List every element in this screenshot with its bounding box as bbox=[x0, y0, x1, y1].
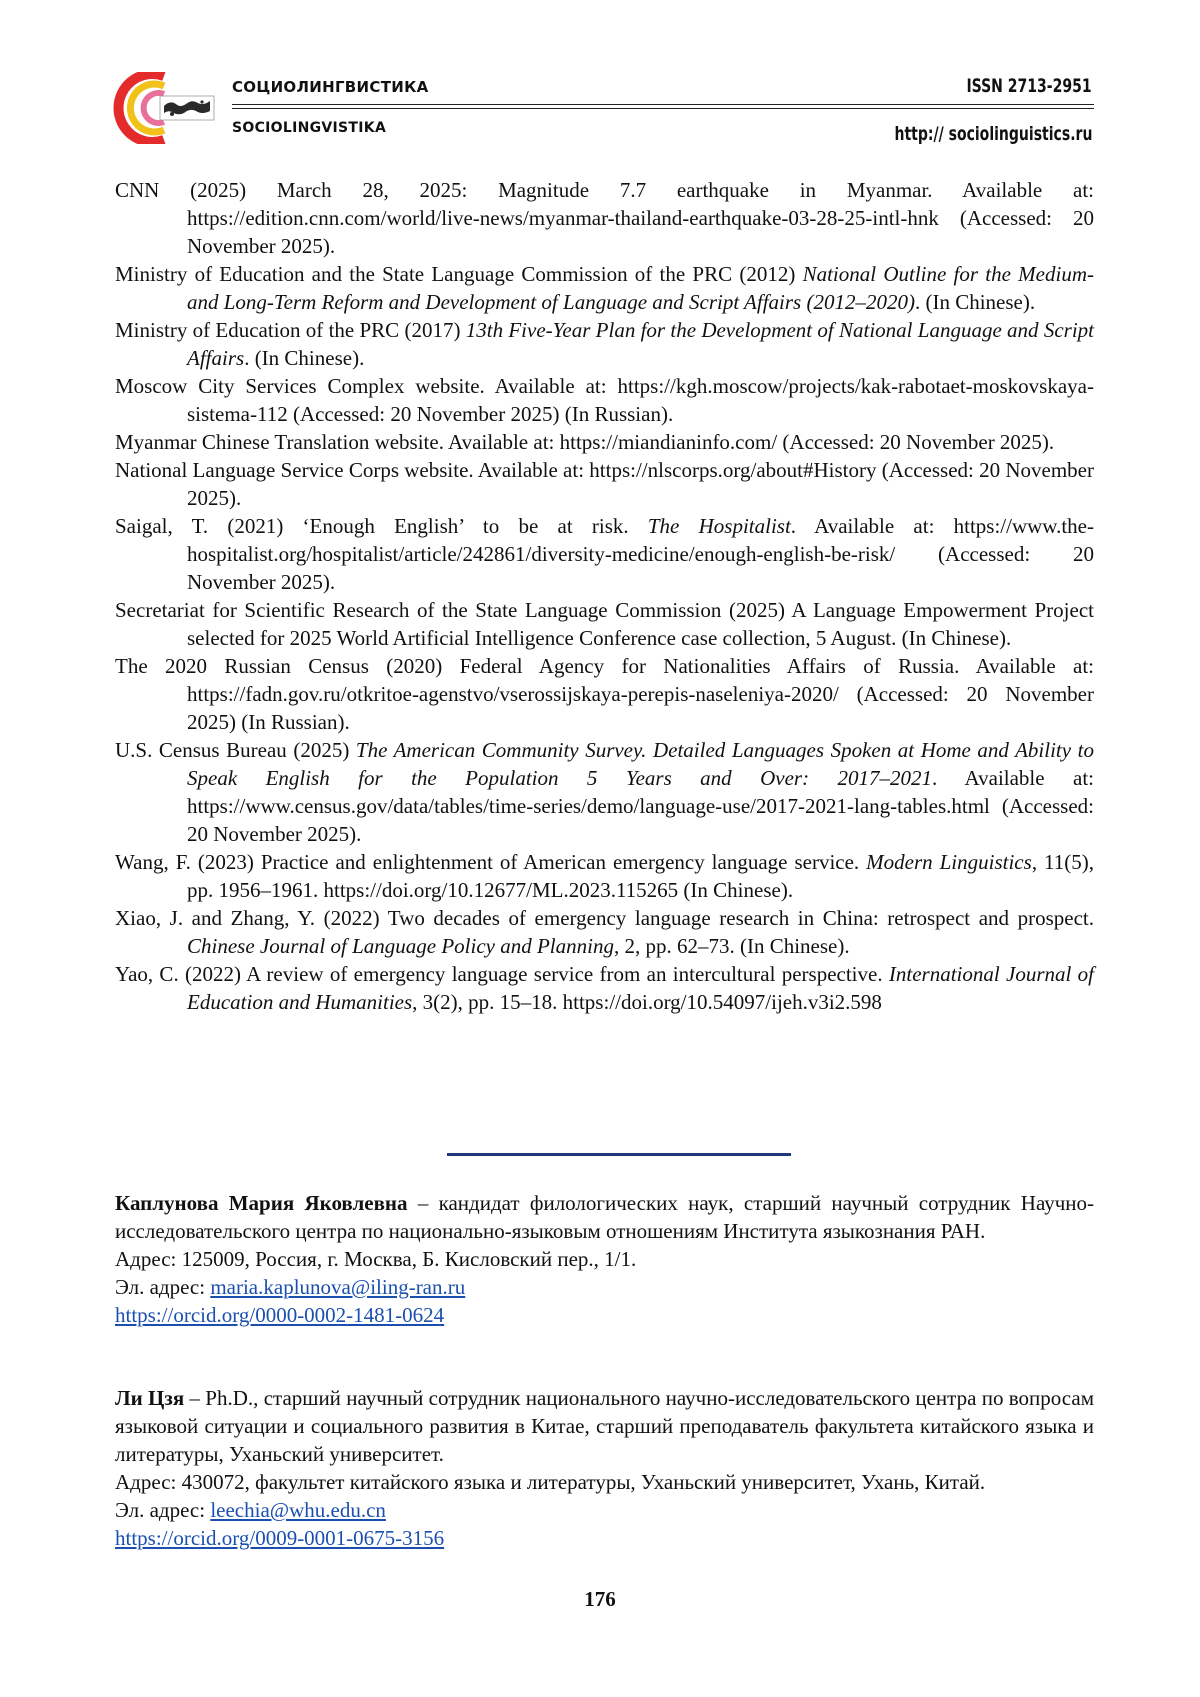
reference-item bbox=[115, 372, 1094, 428]
email-label: Эл. адрес: bbox=[115, 1498, 211, 1522]
reference-title: Chinese Journal of Language Policy and Planning bbox=[187, 934, 614, 958]
reference-title: The Hospitalist bbox=[647, 514, 791, 538]
reference-list bbox=[115, 176, 1094, 1016]
journal-site-link[interactable]: http:// sociolinguistics.ru bbox=[894, 123, 1092, 145]
reference-item bbox=[115, 960, 1094, 1016]
author-description: – кандидат филологических наук, старший научный сотрудник Научно-исследовательского центра по национально-языковым отношениям Института языкознания РАН. bbox=[115, 1191, 1094, 1243]
reference-title: International Journal of Education and Humanities bbox=[187, 962, 1094, 1014]
reference-item bbox=[115, 596, 1094, 652]
reference-text: . Available at: https://www.census.gov/data/tables/time-series/demo/language-use/2017-2021-lang-tables.html (Accessed: 20 November 2025). bbox=[187, 766, 1094, 846]
author-email-line bbox=[115, 1273, 1094, 1301]
reference-text: Secretariat for Scientific Research of the State Language Commission (2025) A Language Empowerment Project selected for 2025 World Artificial Intelligence Conference case collection, 5 August. (In Chinese). bbox=[115, 598, 1094, 650]
reference-text: The 2020 Russian Census (2020) Federal Agency for Nationalities Affairs of Russia. Available at: https://fadn.gov.ru/otkritoe-agenstvo/vserossijskaya-perepis-naseleniya-2020/ (Accessed: 20 November 2025) (In Russian). bbox=[115, 654, 1094, 734]
author-email-link[interactable]: leechia@whu.edu.cn bbox=[210, 1498, 386, 1522]
reference-item bbox=[115, 316, 1094, 372]
section-separator bbox=[447, 1153, 791, 1156]
journal-logo-icon bbox=[112, 72, 216, 144]
reference-item bbox=[115, 428, 1094, 456]
author-name: Каплунова Мария Яковлевна bbox=[115, 1191, 408, 1215]
author-bio bbox=[115, 1189, 1094, 1245]
reference-item bbox=[115, 736, 1094, 848]
reference-text: National Language Service Corps website. Available at: https://nlscorps.org/about#History (Accessed: 20 November 2025). bbox=[115, 458, 1094, 510]
journal-title-en: SOCIOLINGVISTIKA bbox=[232, 120, 387, 136]
reference-text: Yao, C. (2022) A review of emergency language service from an intercultural perspective. bbox=[115, 962, 889, 986]
author-name: Ли Цзя bbox=[115, 1386, 185, 1410]
author-orcid-link[interactable]: https://orcid.org/0000-0002-1481-0624 bbox=[115, 1303, 445, 1327]
reference-text: Xiao, J. and Zhang, Y. (2022) Two decades of emergency language research in China: retrospect and prospect. bbox=[115, 906, 1094, 930]
author-description: – Ph.D., старший научный сотрудник национального научно-исследовательского центра по вопросам языковой ситуации и социального развития в Китае, старший преподаватель факультета китайского языка и литературы, Уханьский университет. bbox=[115, 1386, 1094, 1466]
author-address: Адрес: 125009, Россия, г. Москва, Б. Кисловский пер., 1/1. bbox=[115, 1247, 637, 1271]
author-email-link[interactable]: maria.kaplunova@iling-ran.ru bbox=[210, 1275, 466, 1299]
reference-text: Myanmar Chinese Translation website. Available at: https://miandianinfo.com/ (Accessed: 20 November 2025). bbox=[115, 430, 1055, 454]
reference-text: U.S. Census Bureau (2025) bbox=[115, 738, 356, 762]
reference-text: . Available at: https://www.the-hospitalist.org/hospitalist/article/242861/diversity-medicine/enough-english-be-risk/ (Accessed: 20 November 2025). bbox=[187, 514, 1095, 594]
author-email-line bbox=[115, 1496, 1094, 1524]
author-address: Адрес: 430072, факультет китайского языка и литературы, Уханьский университет, Ухань, Китай. bbox=[115, 1470, 986, 1494]
page-header bbox=[0, 0, 1200, 160]
author-bio bbox=[115, 1384, 1094, 1468]
reference-text: Wang, F. (2023) Practice and enlightenment of American emergency language service. bbox=[115, 850, 867, 874]
reference-text: Saigal, T. (2021) ‘Enough English’ to be at risk. bbox=[115, 514, 648, 538]
reference-item bbox=[115, 456, 1094, 512]
page-number: 176 bbox=[584, 1587, 616, 1611]
reference-title: Modern Linguistics bbox=[866, 850, 1032, 874]
reference-item bbox=[115, 512, 1094, 596]
reference-text: Moscow City Services Complex website. Available at: https://kgh.moscow/projects/kak-rabotaet-moskovskaya-sistema-112 (Accessed: 20 November 2025) (In Russian). bbox=[115, 374, 1094, 426]
header-rule bbox=[232, 104, 1094, 105]
author-block-2 bbox=[115, 1384, 1094, 1552]
author-orcid-link[interactable]: https://orcid.org/0009-0001-0675-3156 bbox=[115, 1526, 445, 1550]
reference-title: The American Community Survey. Detailed Languages Spoken at Home and Ability to Speak English for the Population 5 Years and Over: 2017–2021 bbox=[187, 738, 1094, 790]
reference-text: , 2, pp. 62–73. (In Chinese). bbox=[613, 934, 850, 958]
reference-text: CNN (2025) March 28, 2025: Magnitude 7.7 earthquake in Myanmar. Available at: https://edition.cnn.com/world/live-news/myanmar-thailand-earthquake-03-28-25-intl-hnk (Accessed: 20 November 2025). bbox=[115, 178, 1094, 258]
journal-title-ru: СОЦИОЛИНГВИСТИКА bbox=[232, 78, 429, 96]
reference-item bbox=[115, 904, 1094, 960]
author-block-1 bbox=[115, 1189, 1094, 1329]
reference-item bbox=[115, 848, 1094, 904]
reference-text: Ministry of Education and the State Language Commission of the PRC (2012) bbox=[115, 262, 803, 286]
reference-title: 13th Five-Year Plan for the Development of National Language and Script Affairs bbox=[187, 318, 1094, 370]
reference-text: . (In Chinese). bbox=[914, 290, 1036, 314]
reference-title: National Outline for the Medium- and Long-Term Reform and Development of Language and Script Affairs (2012–2020) bbox=[187, 262, 1094, 314]
reference-item bbox=[115, 652, 1094, 736]
reference-item bbox=[115, 260, 1094, 316]
header-rule-thin bbox=[232, 108, 1094, 109]
reference-text: Ministry of Education of the PRC (2017) bbox=[115, 318, 466, 342]
reference-item bbox=[115, 176, 1094, 260]
email-label: Эл. адрес: bbox=[115, 1275, 211, 1299]
reference-text: . (In Chinese). bbox=[244, 346, 365, 370]
reference-text: , 3(2), pp. 15–18. https://doi.org/10.54097/ijeh.v3i2.598 bbox=[412, 990, 882, 1014]
issn-label: ISSN 2713-2951 bbox=[966, 75, 1092, 97]
reference-text: , 11(5), pp. 1956–1961. https://doi.org/10.12677/ML.2023.115265 (In Chinese). bbox=[187, 850, 1094, 902]
